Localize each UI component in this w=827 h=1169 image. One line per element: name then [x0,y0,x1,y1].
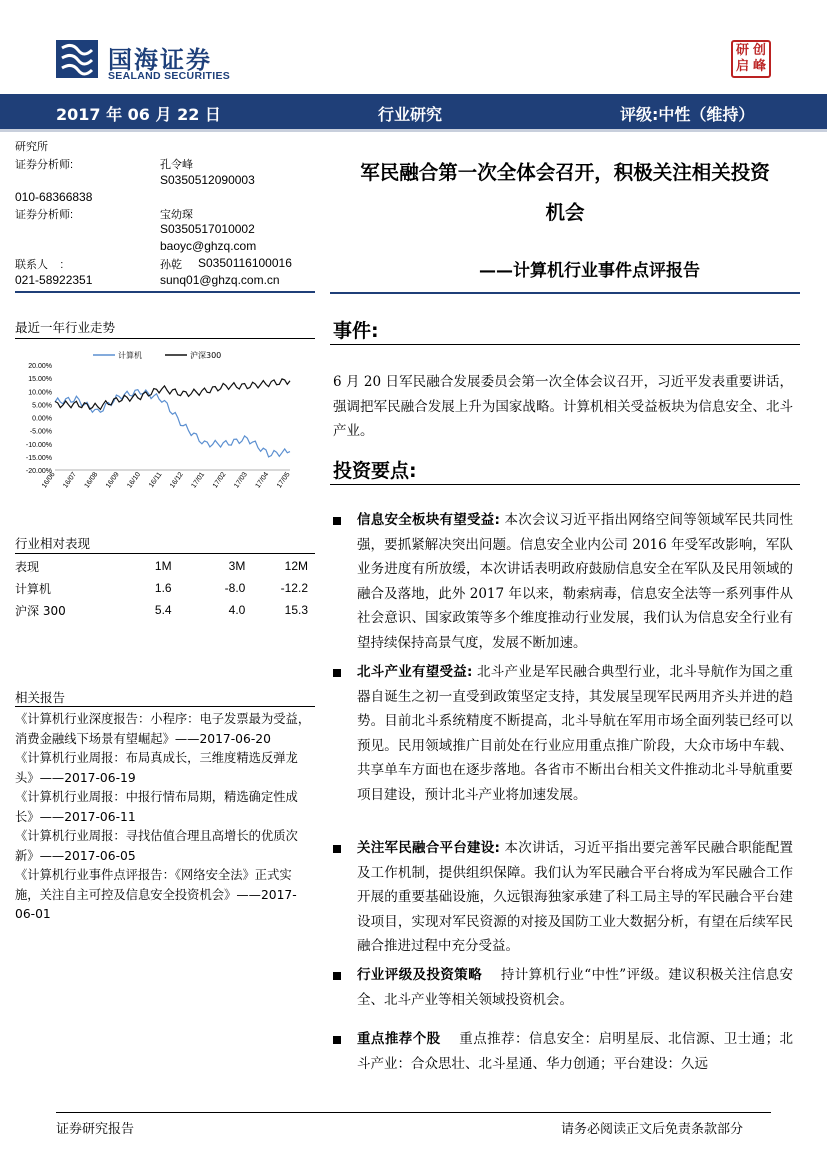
series-line-hs300 [55,379,290,410]
related-report-item[interactable]: 《计算机行业深度报告：小程序：电子发票最为受益，消费金融线下场景有望崛起》——2017-06-20 [15,712,311,746]
point-info-security [357,508,793,655]
table-cell: 15.3 [284,603,308,617]
stamp-char: 创 [752,43,766,58]
table-cell: 4.0 [228,603,246,617]
x-tick-label: 17/05 [275,471,292,490]
point-text: 北斗产业是军民融合典型行业，北斗导航作为国之重器自诞生之初一直受到政策坚定支持，其发展呈现军民两用齐头并进的趋势。目前北斗系统精度不断提高，北斗导航在军用市场全面列装已经可以预见。民用领域推广目前处在行业应用重点推广阶段，大众市场中车载、共享单车方面也在逐步落地。各省市不断出台相关文件推动北斗导航重要项目建设，预计北斗产业将加速发展。 [357,664,794,803]
point-heading: 行业评级及投资策略 [357,967,483,983]
table-header-row [15,555,308,577]
table-cell: 沪深 300 [15,603,66,618]
point-platform [357,836,793,959]
event-heading: 事件: [333,320,379,342]
analyst-1-phone: 010-68366838 [15,190,93,204]
divider [330,484,800,485]
bullet-icon [333,972,341,980]
y-tick-label: -5.00% [29,428,52,436]
legend-label-hs300: 沪深300 [190,351,222,360]
y-tick-label: -10.00% [25,441,52,449]
analyst-1-role: 证券分析师: [15,159,74,171]
series-line-computer [55,390,290,457]
x-tick-label: 16/09 [104,471,121,490]
point-text: 重点推荐：信息安全：启明星辰、北信源、卫士通；北斗产业：合众思壮、北斗星通、华力创通；平台建设：久远 [357,1031,794,1072]
rating: 评级:中性（维持） [620,105,755,124]
table-cell: 5.4 [154,603,172,617]
table-header-cell: 12M [284,559,308,573]
x-tick-label: 16/08 [83,471,100,490]
analyst-2-role: 证券分析师: [15,209,74,221]
x-tick-label: 17/03 [233,471,249,490]
table-cell: 计算机 [15,581,52,596]
y-tick-label: -20.00% [25,468,52,475]
table-cell: 1.6 [154,581,172,595]
brand-name-en: SEALAND SECURITIES [108,70,231,82]
research-stamp [731,40,771,78]
point-text: 本次会议习近平指出网络空间等领域军民共同性强，要抓紧解决突出问题。信息安全业内公司 2016 年受军改影响，军队业务进度有所放缓，本次讲话表明政府鼓励信息安全在军队及民用领域的融合及落地，此外 2017 年以来，勒索病毒，信息安全法等一系列事件从社会意识、国家政策等多个维度推动行业发展，我们认为信息安全行业有望持续保持高景气度，发展不断加速。 [357,512,793,651]
logo-mark-icon [56,40,98,78]
company-logo [56,40,98,78]
table-row [15,599,308,621]
report-title [330,153,800,233]
point-rating-strategy [357,963,793,1012]
point-heading: 信息安全板块有望受益: [357,512,500,528]
divider [15,553,315,554]
header-bar [0,94,827,132]
analyst-2-name: 宝幼琛 [160,208,193,221]
contact-phone: 021-58922351 [15,273,93,287]
report-subtitle: ——计算机行业事件点评报告 [479,261,700,281]
performance-title: 行业相对表现 [15,536,91,551]
table-cell: -8.0 [224,581,246,595]
performance-table [15,555,308,621]
x-tick-label: 16/11 [147,471,164,490]
related-reports-list [15,710,311,925]
table-header-cell: 表现 [15,559,40,574]
points-heading: 投资要点: [333,460,417,482]
analyst-2-email[interactable]: baoyc@ghzq.com [160,239,257,253]
divider [15,291,315,293]
bullet-icon [333,669,341,677]
x-tick-label: 17/02 [211,471,228,490]
analyst-1-cert: S0350512090003 [160,173,255,187]
y-tick-label: -15.00% [25,454,52,462]
report-date: 2017 年 06 月 22 日 [56,105,221,124]
x-tick-label: 16/10 [126,471,143,490]
contact-name: 孙乾 [160,258,182,271]
divider [15,706,315,707]
footer-right: 请务必阅读正文后免责条款部分 [561,1122,744,1137]
y-tick-label: 5.00% [32,402,52,410]
point-heading: 关注军民融合平台建设: [357,840,500,856]
related-report-item[interactable]: 《计算机行业事件点评报告：《网络安全法》正式实施，关注自主可控及信息安全投资机会》——2017-06-01 [15,868,297,921]
related-report-item[interactable]: 《计算机行业周报：布局真成长，三维度精选反弹龙头》——2017-06-19 [15,751,298,785]
x-tick-label: 16/07 [62,471,79,490]
contact-cert: S0350116100016 [198,256,292,270]
related-report-item[interactable]: 《计算机行业周报：寻找估值合理且高增长的优质次新》——2017-06-05 [15,829,298,863]
y-tick-label: 0.00% [32,415,52,423]
table-row [15,577,308,599]
point-text: 本次讲话，习近平指出要完善军民融合职能配置及工作机制，提供组织保障。我们认为军民融合平台将成为军民融合工作开展的重要基础设施，久远银海独家承建了科工局主导的军民融合平台建设项目，实现对军民资源的对接及国防工业大数据分析，有望在后续军民融合推进过程中充分受益。 [357,840,793,954]
footer-left: 证券研究报告 [56,1122,135,1137]
divider [330,344,800,345]
institute-label: 研究所 [15,141,48,153]
footer-divider [56,1112,771,1113]
point-beidou [357,660,793,807]
stamp-char: 研 [735,43,749,58]
point-stock-picks [357,1027,793,1076]
legend-label-computer: 计算机 [118,351,142,360]
point-heading: 重点推荐个股 [357,1031,441,1047]
report-type: 行业研究 [378,105,443,124]
bullet-icon [333,517,341,525]
point-text: 持计算机行业“中性”评级。建议积极关注信息安全、北斗产业等相关领域投资机会。 [357,967,794,1008]
event-text: 6 月 20 日军民融合发展委员会第一次全体会议召开，习近平发表重要讲话，强调把军民融合发展上升为国家战略。计算机相关受益板块为信息安全、北斗产业。 [333,374,793,439]
stamp-char: 启 [735,59,749,74]
report-title-line-1: 军民融合第一次全体会召开，积极关注相关投资 [360,161,770,184]
x-tick-label: 16/06 [40,471,57,490]
y-tick-label: 20.00% [28,363,52,370]
y-tick-label: 10.00% [28,389,52,397]
divider [15,338,315,339]
point-heading: 北斗产业有望受益: [357,664,473,680]
stamp-char: 峰 [752,59,766,74]
bullet-icon [333,1036,341,1044]
report-title-line-2: 机会 [545,201,585,224]
y-tick-label: 15.00% [28,376,52,384]
x-tick-label: 17/01 [190,471,207,490]
trend-chart [15,345,315,505]
x-tick-label: 16/12 [169,471,185,490]
contact-role: 联系人 : [15,259,64,271]
related-report-item[interactable]: 《计算机行业周报：中报行情布局期，精选确定性成长》——2017-06-11 [15,790,298,824]
x-tick-label: 17/04 [254,471,271,490]
contact-email[interactable]: sunq01@ghzq.com.cn [160,273,280,287]
brand-name-cn: 国海证券 [108,46,212,74]
analyst-1-name: 孔令峰 [160,158,193,171]
table-header-cell: 3M [228,559,246,573]
analyst-2-cert: S0350517010002 [160,222,255,236]
bullet-icon [333,845,341,853]
table-cell: -12.2 [280,581,308,595]
table-header-cell: 1M [154,559,172,573]
trend-title: 最近一年行业走势 [15,320,116,335]
divider [330,292,800,294]
related-title: 相关报告 [15,690,66,705]
